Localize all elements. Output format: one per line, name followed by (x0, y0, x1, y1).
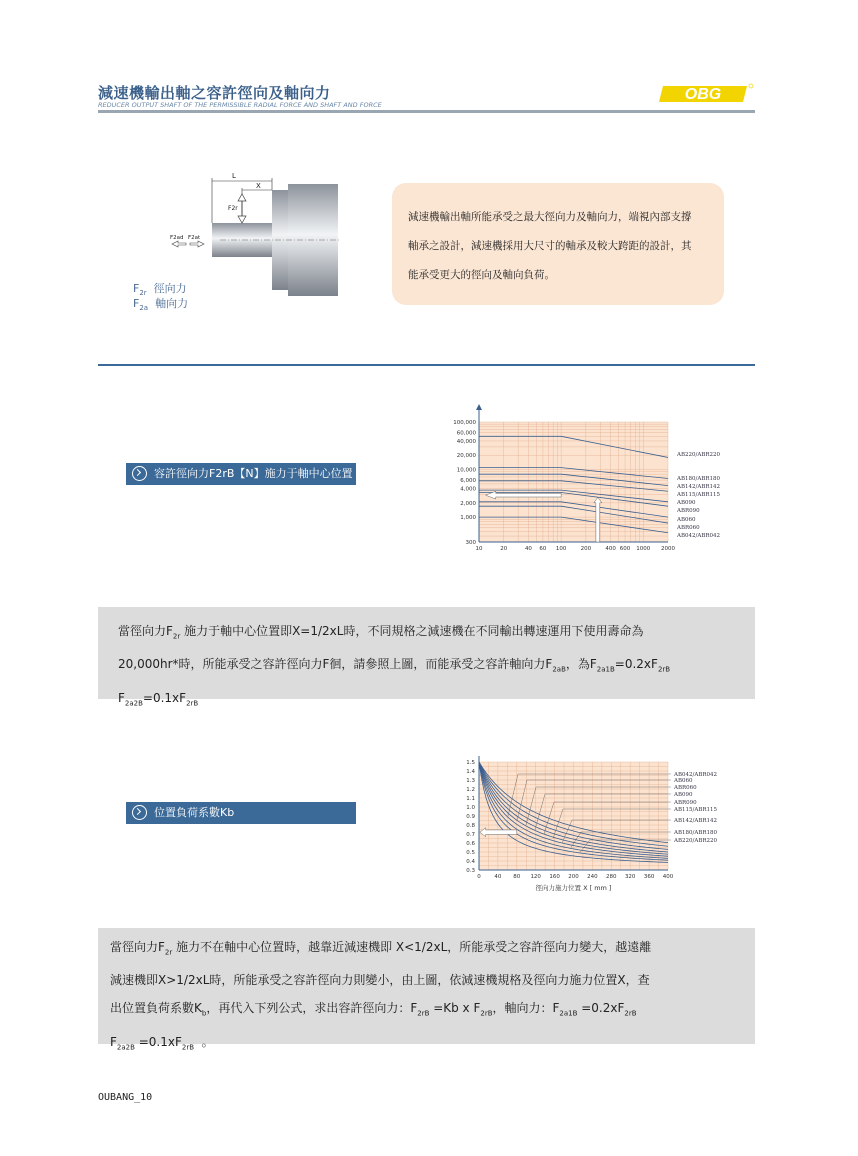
y-tick-label: 0.5 (466, 850, 475, 856)
x-tick-label: 2000 (661, 546, 675, 552)
series-label: ABR090 (677, 508, 700, 514)
series-label: ABR060 (674, 785, 697, 791)
x-tick-label: 20 (500, 546, 508, 552)
x-tick-label: 1000 (636, 546, 651, 552)
y-tick-label: 0.6 (466, 841, 475, 847)
y-tick-label: 40,000 (456, 438, 476, 445)
f2at-label: F2at (188, 235, 201, 241)
text-line: $F_{2a2B}=0.1xF_{2rB}$ (118, 690, 199, 708)
series-label: AB220/ABR220 (674, 838, 718, 844)
x-tick-label: 400 (605, 546, 616, 552)
y-tick-label: 1,000 (460, 515, 476, 522)
series-label: AB042/ABR042 (677, 533, 721, 539)
x-tick-label: 320 (624, 874, 636, 880)
series-label: AB142/ABR142 (674, 818, 718, 824)
x-tick-label: 80 (513, 874, 521, 880)
logo-text: OBG (684, 86, 722, 103)
note-line: 軸承之設計，減速機採用大尺寸的軸承及較大跨距的設計，其 (408, 240, 692, 252)
chevron-right-icon (132, 805, 147, 820)
load-factor-chart (443, 752, 755, 897)
text-line: 出位置負荷系數$K_b$，再代入下列公式，求出容許徑向力：$F_{2rB} =Kb$ x $F_{2rB}$，軸向力：$F_{2a1B} =0.2xF_{2rB}$ (110, 1001, 637, 1018)
x-tick-label: 240 (587, 874, 598, 880)
y-tick-label: 0.8 (466, 823, 475, 829)
legend-axial-label: 軸向力 (155, 297, 189, 310)
y-tick-label: 1.3 (466, 778, 475, 784)
bearing-note-box (392, 183, 724, 305)
page-title: 減速機輸出軸之容許徑向及軸向力 (98, 84, 331, 102)
series-label: ABR060 (677, 525, 700, 531)
x-tick-label: 40 (494, 874, 502, 880)
text-line: 當徑向力$F_{2r}$ 施力不在軸中心位置時，越靠近減速機即 X<1/2xL，所能承受之容許徑向力變大，越遠離 (110, 940, 652, 957)
y-tick-label: 0.4 (466, 859, 475, 865)
series-label: AB115/ABR115 (674, 807, 718, 813)
x-tick-label: 400 (662, 874, 674, 880)
x-tick-label: 280 (606, 874, 617, 880)
chevron-right-icon (132, 466, 147, 481)
x-tick-label: 200 (568, 874, 579, 880)
header-divider (98, 110, 755, 113)
note-line: 能承受更大的徑向及軸向負荷。 (408, 269, 555, 281)
y-tick-label: 2,000 (460, 500, 476, 507)
radial-force-chart (443, 402, 755, 562)
page-subtitle: REDUCER OUTPUT SHAFT OF THE PERMISSIBLE RADIAL FORCE AND SHAFT AND FORCE (98, 101, 382, 109)
y-tick-label: 1.4 (466, 769, 475, 775)
y-tick-label: 10,000 (456, 467, 476, 474)
section-heading-load-factor (126, 802, 356, 824)
series-label: AB220/ABR220 (677, 452, 721, 458)
section-heading-radial-force (126, 463, 356, 485)
series-label: AB180/ABR180 (674, 830, 718, 836)
x-tick-label: 10 (475, 546, 483, 552)
brand-logo (655, 82, 755, 106)
x-tick-label: 160 (549, 874, 560, 880)
load-factor-description (98, 928, 755, 1052)
x-tick-label: 60 (539, 546, 547, 552)
y-tick-label: 300 (465, 540, 476, 546)
y-tick-label: 60,000 (456, 430, 476, 437)
y-tick-label: 1.2 (466, 787, 475, 793)
section-divider (98, 364, 755, 366)
f2r-label: F2r (228, 205, 238, 212)
x-axis-label: 徑向力施力位置 X [ mm ] (535, 884, 612, 892)
legend-radial-symbol: $F_{2r}$ (133, 282, 147, 298)
legend-axial (133, 295, 188, 312)
series-label: AB090 (677, 500, 696, 506)
f2ad-label: F2ad (170, 235, 184, 241)
x-tick-label: 360 (643, 874, 655, 880)
section-heading-text: 容許徑向力F2rB【N】施力于軸中心位置 (154, 467, 353, 480)
series-label: AB115/ABR115 (677, 492, 721, 498)
y-tick-label: 100,000 (453, 420, 476, 426)
y-tick-label: 1.1 (466, 796, 475, 802)
section-heading-text: 位置負荷系數Kb (154, 806, 235, 819)
series-label: AB180/ABR180 (677, 476, 721, 482)
series-label: AB042/ABR042 (674, 772, 718, 778)
series-label: AB090 (674, 792, 693, 798)
x-tick-label: 120 (530, 874, 541, 880)
x-tick-label: 40 (524, 546, 532, 552)
text-line: 20,000hr*時，所能承受之容許徑向力F徊，請參照上圖，而能承受之容許軸向力$F_{2aB}$，為$F_{2a1B}=0.2xF_{2rB}$ (118, 657, 671, 674)
page-number: OUBANG_10 (98, 1092, 153, 1103)
text-line: 當徑向力$F_{2r}$ 施力于軸中心位置即X=1/2xL時，不同規格之減速機在不同輸出轉速運用下使用壽命為 (118, 624, 644, 641)
y-tick-label: 4,000 (460, 486, 476, 493)
series-label: ABR090 (674, 800, 697, 806)
radial-force-description (98, 607, 755, 708)
y-tick-label: 1.0 (466, 805, 475, 811)
text-line: $F_{2a2B} =0.1xF_{2rB}$ 。 (110, 1034, 214, 1052)
dim-l-label: L (232, 172, 236, 180)
y-tick-label: 0.7 (466, 832, 475, 838)
x-tick-label: 600 (619, 546, 631, 552)
legend-axial-symbol: $F_{2a}$ (133, 297, 149, 313)
x-tick-label: 0 (477, 874, 481, 880)
note-line: 減速機輸出軸所能承受之最大徑向力及軸向力，端視內部支撐 (408, 211, 692, 223)
series-label: AB142/ABR142 (677, 484, 721, 490)
y-tick-label: 0.9 (466, 814, 475, 820)
series-label: AB060 (674, 778, 693, 784)
y-tick-label: 20,000 (456, 453, 476, 460)
y-tick-label: 6,000 (460, 478, 476, 485)
y-tick-label: 1.5 (466, 760, 475, 766)
dim-x-label: X (256, 182, 261, 190)
text-line: 減速機即X>1/2xL時，所能承受之容許徑向力則變小，由上圖，依減速機規格及徑向力施力位置X，查 (110, 973, 650, 988)
x-tick-label: 200 (580, 546, 592, 552)
legend-radial-label: 徑向力 (153, 282, 187, 295)
y-tick-label: 0.3 (466, 868, 475, 874)
x-tick-label: 100 (555, 546, 567, 552)
y-axis-arrow (476, 404, 482, 410)
series-label: AB060 (677, 517, 696, 523)
